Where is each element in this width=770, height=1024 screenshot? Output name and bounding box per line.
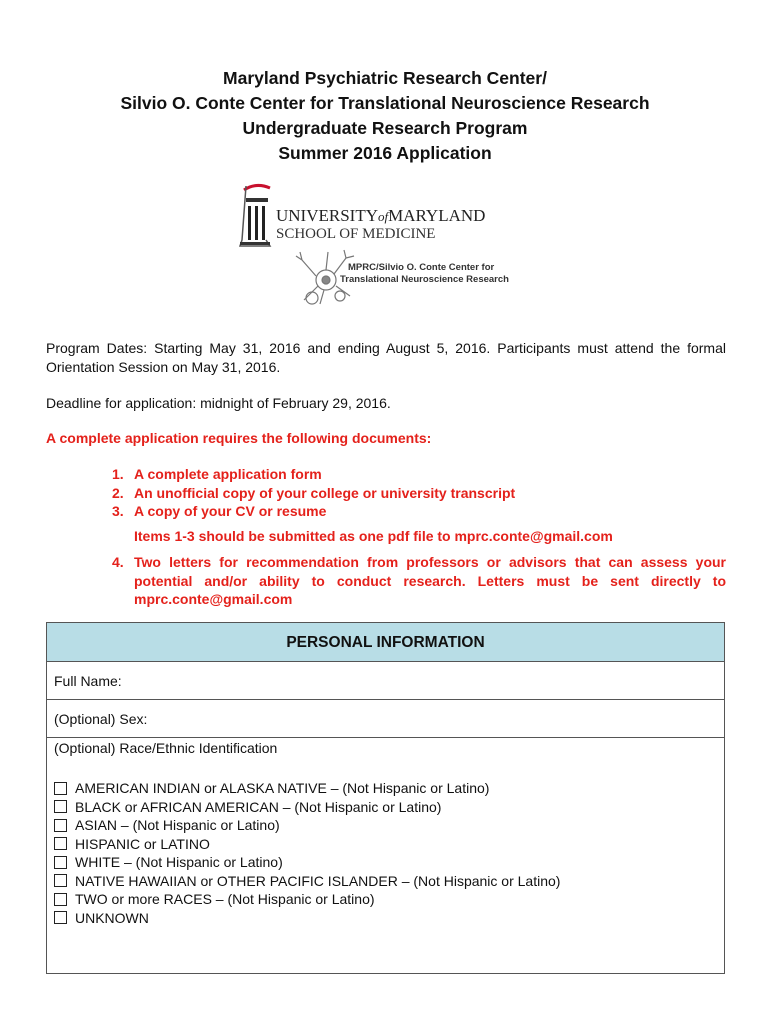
list-item-number: 1. [112, 466, 124, 482]
logo-university: UNIVERSITY [276, 206, 378, 225]
page-title [0, 66, 770, 166]
list-item [112, 502, 726, 521]
race-option[interactable] [54, 853, 724, 872]
checkbox[interactable] [54, 782, 67, 795]
sex-field[interactable] [47, 700, 724, 738]
title-line-3: Undergraduate Research Program [242, 118, 528, 138]
list-item-text: Two letters for recommendation from professors or advisors that can assess your potential and/or ability to conduct research. Letters must be sent directly to mprc.conte@gmail.com [134, 554, 726, 607]
requirements-heading: A complete application requires the following documents: [46, 430, 432, 446]
list-item [112, 553, 726, 609]
university-logo [236, 180, 536, 310]
deadline-text: Deadline for application: midnight of February 29, 2016. [46, 395, 391, 411]
umd-dome-icon [240, 185, 270, 246]
logo-center-line2: Translational Neuroscience Research [340, 274, 509, 285]
race-option-label: ASIAN – (Not Hispanic or Latino) [75, 817, 280, 834]
list-item-number: 2. [112, 484, 124, 501]
svg-text:UNIVERSITYofMARYLAND [276, 206, 485, 225]
list-item-number: 4. [112, 554, 124, 570]
checkbox[interactable] [54, 800, 67, 813]
checkbox[interactable] [54, 856, 67, 869]
logo-of: of [378, 209, 389, 224]
logo-maryland: MARYLAND [388, 206, 486, 225]
race-option[interactable] [54, 779, 724, 798]
title-line-1: Maryland Psychiatric Research Center/ [223, 68, 547, 88]
list-item-text: A complete application form [134, 466, 322, 482]
race-option[interactable] [54, 909, 724, 928]
checkbox[interactable] [54, 819, 67, 832]
race-option[interactable] [54, 872, 724, 891]
race-option-label: AMERICAN INDIAN or ALASKA NATIVE – (Not Hispanic or Latino) [75, 780, 490, 797]
requirement-4 [112, 553, 726, 609]
program-dates-text: Program Dates: Starting May 31, 2016 and ending August 5, 2016. Participants must attend the formal Orientation Session on May 31, 2016. [46, 340, 726, 375]
race-option[interactable] [54, 835, 724, 854]
list-item-text: An unofficial copy of your college or university transcript [134, 484, 516, 501]
table-header: PERSONAL INFORMATION [47, 623, 724, 662]
race-option-label: WHITE – (Not Hispanic or Latino) [75, 854, 283, 871]
race-option[interactable] [54, 816, 724, 835]
race-options [54, 779, 724, 927]
sex-label: (Optional) Sex: [54, 711, 148, 727]
list-item-text: A copy of your CV or resume [134, 503, 327, 519]
race-option[interactable] [54, 890, 724, 909]
checkbox[interactable] [54, 837, 67, 850]
race-option-label: HISPANIC or LATINO [75, 835, 210, 852]
checkbox[interactable] [54, 911, 67, 924]
race-option[interactable] [54, 798, 724, 817]
requirements-list [112, 465, 726, 521]
race-label: (Optional) Race/Ethnic Identification [54, 740, 278, 756]
personal-information-table [46, 622, 725, 974]
race-option-label: UNKNOWN [75, 909, 149, 926]
race-option-label: BLACK or AFRICAN AMERICAN – (Not Hispanic or Latino) [75, 798, 442, 815]
race-ethnicity-section [47, 738, 724, 927]
checkbox[interactable] [54, 893, 67, 906]
submission-note: Items 1-3 should be submitted as one pdf file to mprc.conte@gmail.com [134, 528, 613, 544]
list-item-number: 3. [112, 503, 124, 519]
full-name-label: Full Name: [54, 673, 122, 689]
logo-school: SCHOOL OF MEDICINE [276, 226, 436, 242]
title-line-2: Silvio O. Conte Center for Translational Neuroscience Research [120, 93, 650, 113]
full-name-field[interactable] [47, 662, 724, 700]
list-item [112, 484, 726, 503]
race-option-label: NATIVE HAWAIIAN or OTHER PACIFIC ISLANDER – (Not Hispanic or Latino) [75, 872, 561, 889]
race-option-label: TWO or more RACES – (Not Hispanic or Latino) [75, 891, 375, 908]
list-item [112, 465, 726, 484]
title-line-4: Summer 2016 Application [278, 143, 492, 163]
logo-center-line1: MPRC/Silvio O. Conte Center for [348, 262, 495, 273]
checkbox[interactable] [54, 874, 67, 887]
